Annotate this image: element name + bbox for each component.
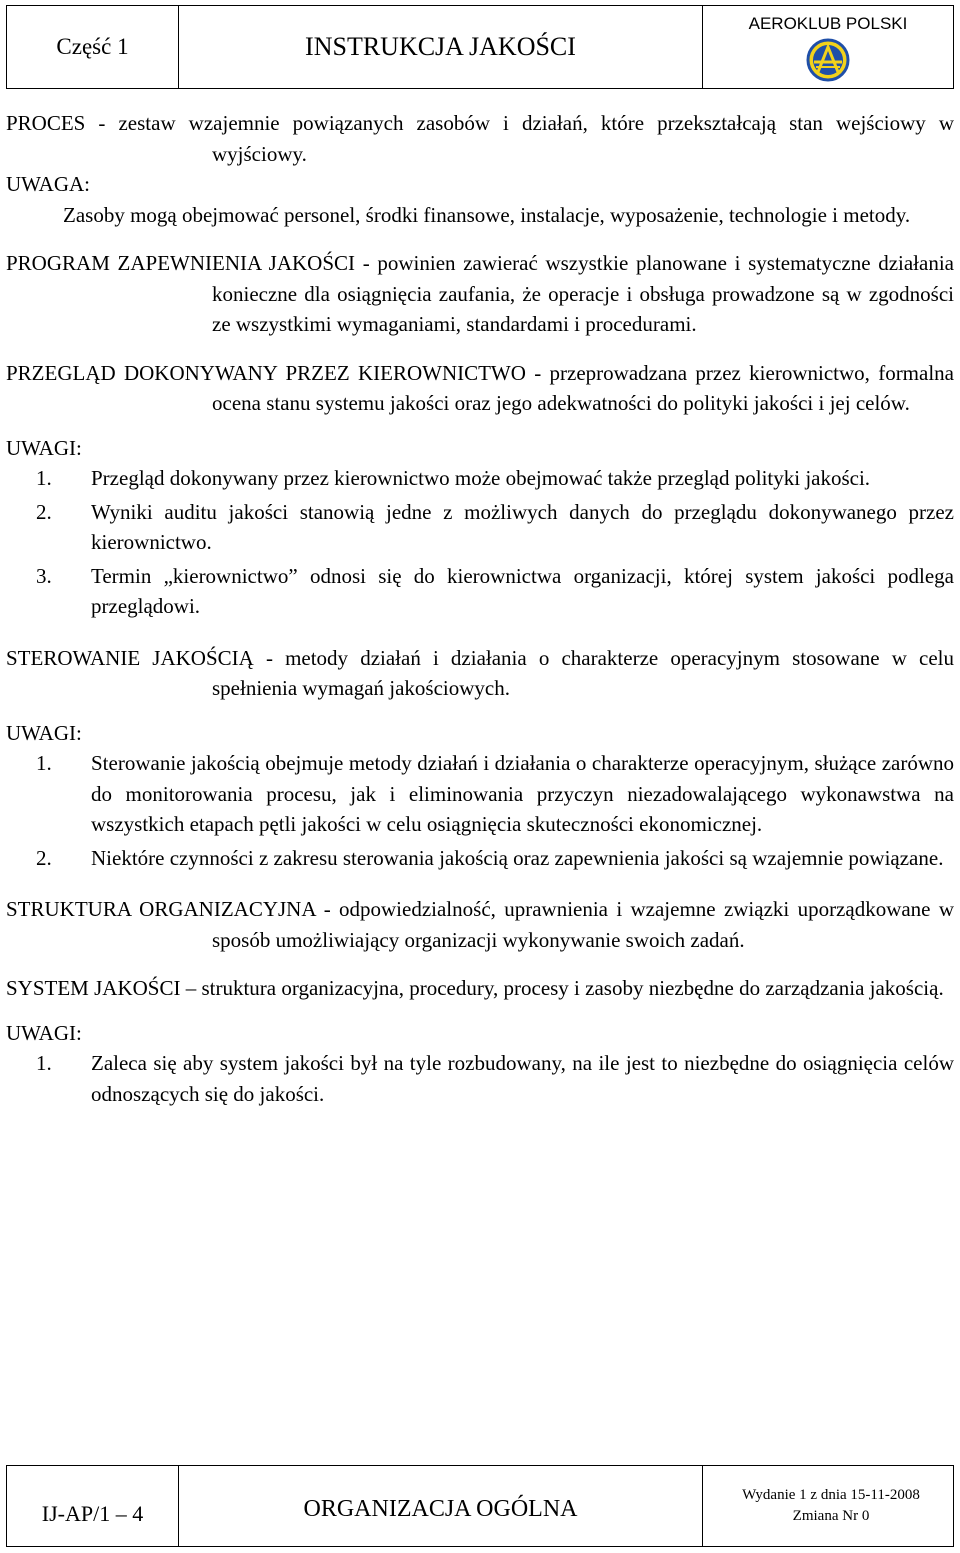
definition-text: – struktura organizacyjna, procedury, procesy i zasoby niezbędne do zarządzania jakością. [180,976,944,1000]
notes-label: UWAGI: [6,435,82,460]
list-item: 2. Wyniki auditu jakości stanowią jedne z możliwych danych do przeglądu dokonywanego przez kierownictwo. [36,499,954,554]
definition-text: - powinien zawierać wszystkie planowane i systematyczne działania konieczne dla osiągnięcia zaufania, że operacje i obsługa prowadzone są w zgodności ze wszystkimi wymaganiami, standardami i procedurami. [212,251,954,336]
notes-list [6,748,954,873]
list-item: 3. Termin „kierownictwo” odnosi się do kierownictwa organizacji, której system jakości podlega przeglądowi. [36,563,954,618]
notes-label: UWAGI: [6,1020,82,1045]
header-org-name: AEROKLUB POLSKI [748,14,908,33]
term-program-zapewnienia: PROGRAM ZAPEWNIENIA JAKOŚCI [6,251,356,275]
definition-struktura [6,894,954,955]
definition-text: - przeprowadzana przez kierownictwo, formalna ocena stanu systemu jakości oraz jego adekwatności do polityki jakości i jej celów. [212,360,954,415]
list-item: 1. Sterowanie jakością obejmuje metody działań i działania o charakterze operacyjnym, służące zarówno do monitorowania procesu, jak i eliminowania przyczyn niezadowalającego wykonawstwa na wszystkich etapach pętli jakości w celu osiągnięcia skuteczności ekonomicznej. [36,751,954,836]
definition-proces [6,108,954,169]
definition-sterowanie [6,643,954,704]
footer-meta [703,1466,953,1546]
note-label: UWAGA: [6,172,90,196]
notes-label: UWAGI: [6,720,82,745]
notes-list [6,463,954,622]
footer-code: IJ-AP/1 – 4 [7,1466,179,1546]
term-system-jakosci: SYSTEM JAKOŚCI [6,976,181,1000]
page-footer [6,1465,954,1547]
list-item: 1. Zaleca się aby system jakości był na tyle rozbudowany, na ile jest to niezbędne do osiągnięcia celów odnoszących się do jakości. [36,1051,954,1106]
list-item: 2. Niektóre czynności z zakresu sterowania jakością oraz zapewnienia jakości są wzajemnie powiązane. [36,845,944,870]
term-struktura: STRUKTURA ORGANIZACYJNA [6,897,316,921]
definition-text: - odpowiedzialność, uprawnienia i wzajemne związki uporządkowane w sposób umożliwiający organizacji wykonywanie swoich zadań. [212,897,954,952]
header-title: INSTRUKCJA JAKOŚCI [179,6,703,88]
definition-text: - metody działań i działania o charakterze operacyjnym stosowane w celu spełnienia wymagań jakościowych. [212,645,955,700]
note-text: Zasoby mogą obejmować personel, środki finansowe, instalacje, wyposażenie, technologie i metody. [63,202,911,227]
notes-list [6,1048,954,1109]
footer-title: ORGANIZACJA OGÓLNA [179,1466,703,1546]
term-sterowanie: STEROWANIE JAKOŚCIĄ [6,645,254,670]
footer-change: Zmiana Nr 0 [792,1508,870,1524]
term-proces: PROCES [6,111,86,135]
header-org [703,6,953,88]
header-part: Część 1 [7,6,179,88]
definition-przeglad [6,358,954,419]
definition-program-zapewnienia [6,248,954,340]
document-body [6,108,954,1112]
definition-system-jakosci [6,973,954,1004]
term-przeglad: PRZEGLĄD DOKONYWANY PRZEZ KIEROWNICTWO [6,360,526,385]
footer-edition: Wydanie 1 z dnia 15-11-2008 [742,1487,920,1503]
list-item: 1. Przegląd dokonywany przez kierownictwo może obejmować także przegląd polityki jakości. [36,466,871,490]
definition-text: - zestaw wzajemnie powiązanych zasobów i działań, które przekształcają stan wejściowy w wyjściowy. [85,111,954,166]
page-header [6,5,954,89]
aeroklub-logo-icon [806,38,850,82]
